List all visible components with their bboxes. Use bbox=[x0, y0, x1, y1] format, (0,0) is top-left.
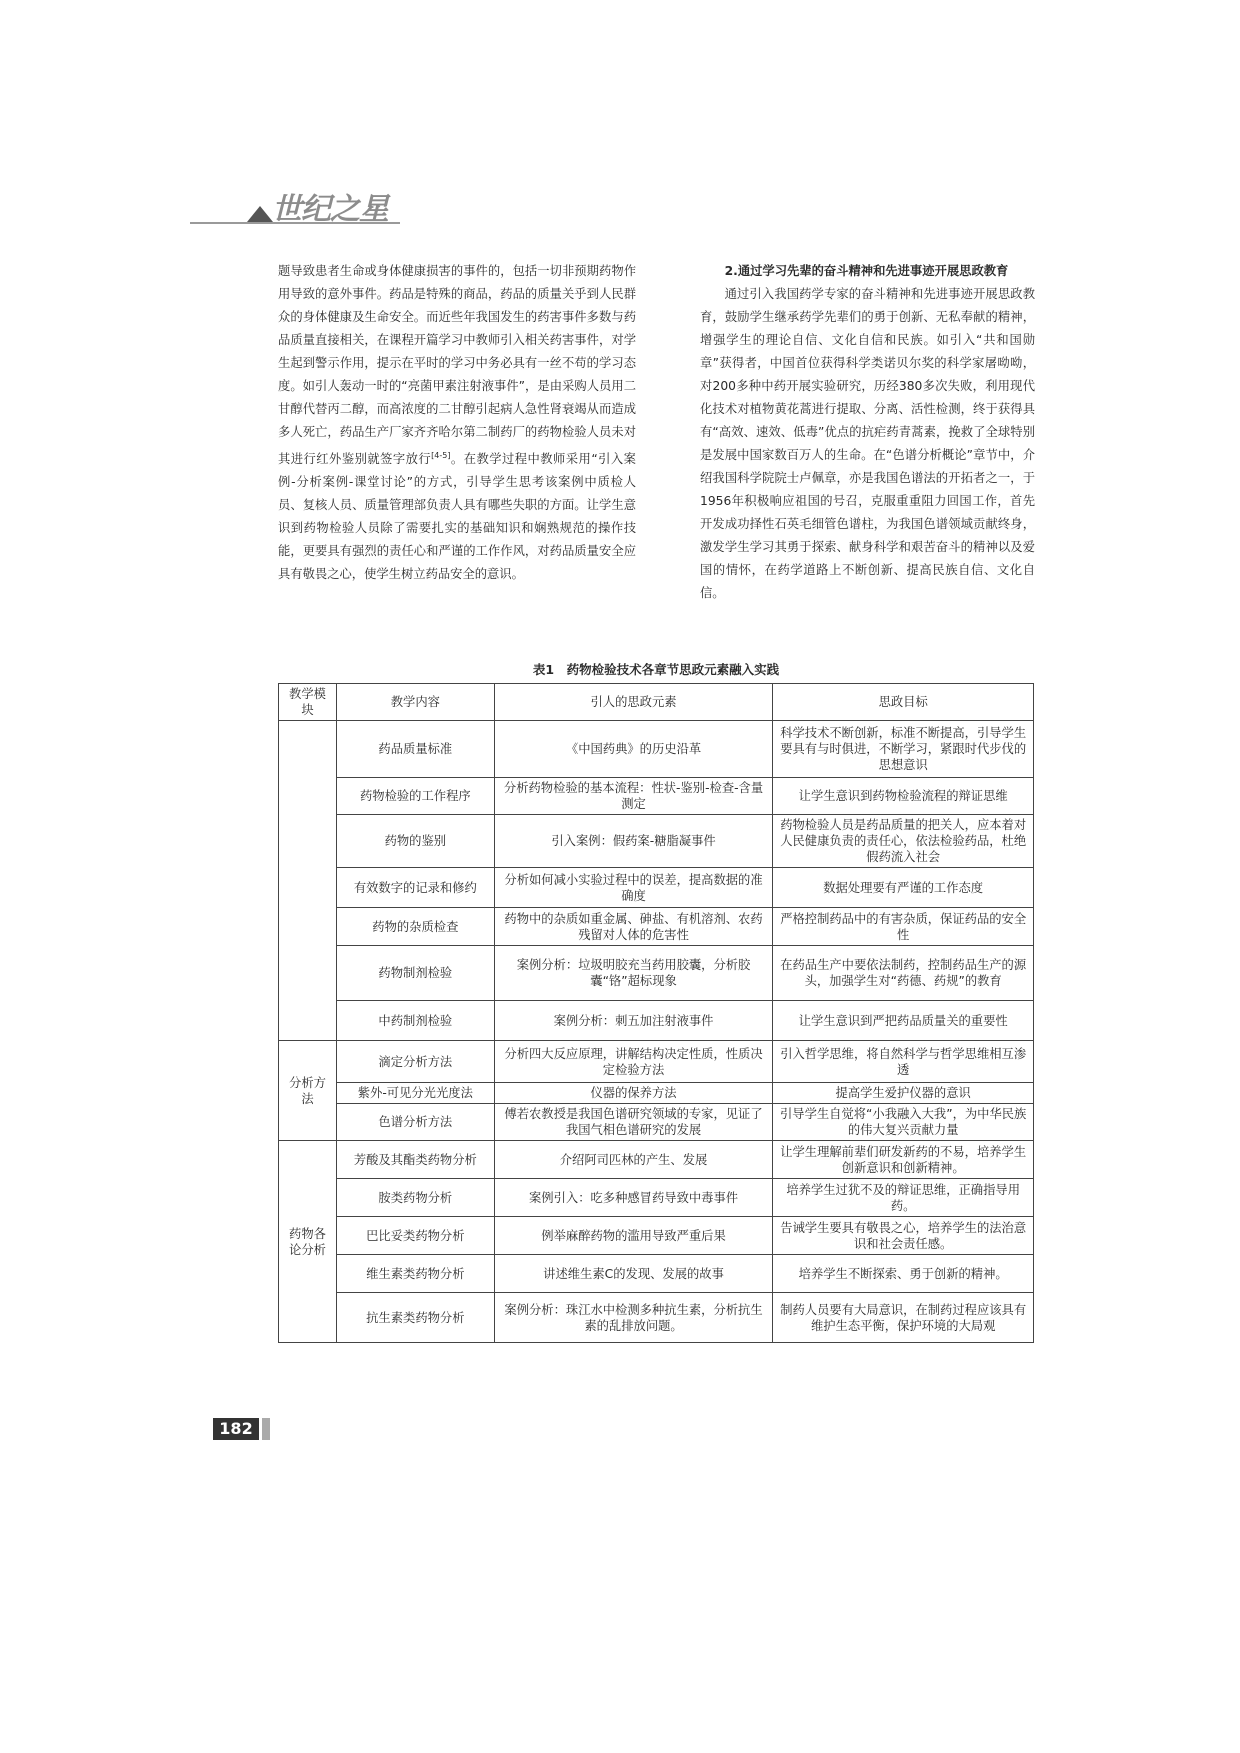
goal-cell: 培养学生不断探索、勇于创新的精神。 bbox=[773, 1255, 1034, 1293]
element-cell: 分析药物检验的基本流程：性状-鉴别-检查-含量测定 bbox=[494, 778, 773, 815]
content-cell: 滴定分析方法 bbox=[336, 1041, 494, 1083]
goal-cell: 数据处理要有严谨的工作态度 bbox=[773, 868, 1034, 908]
element-cell: 介绍阿司匹林的产生、发展 bbox=[494, 1141, 773, 1179]
goal-cell: 告诫学生要具有敬畏之心，培养学生的法治意识和社会责任感。 bbox=[773, 1217, 1034, 1255]
table-row bbox=[279, 1179, 1034, 1217]
header-content: 教学内容 bbox=[336, 684, 494, 721]
citation: [4-5] bbox=[431, 451, 451, 460]
element-cell: 案例引入：吃多种感冒药导致中毒事件 bbox=[494, 1179, 773, 1217]
header-module: 教学模块 bbox=[279, 684, 337, 721]
table-row bbox=[279, 1255, 1034, 1293]
table-row bbox=[279, 1141, 1034, 1179]
element-cell: 引入案例：假药案-糖脂凝事件 bbox=[494, 815, 773, 868]
content-cell: 色谱分析方法 bbox=[336, 1104, 494, 1141]
table-row bbox=[279, 868, 1034, 908]
left-paragraph: 题导致患者生命或身体健康损害的事件的，包括一切非预期药物作用导致的意外事件。药品是特殊的商品，药品的质量关乎到人民群众的身体健康及生命安全。而近些年我国发生的药害事件多数与药品质量直接相关，在课程开篇学习中教师引入相关药害事件，对学生起到警示作用，提示在平时的学习中务必具有一丝不苟的学习态度。如引人轰动一时的“亮菌甲素注射液事件”，是由采购人员用二甘醇代替丙二醇，而高浓度的二甘醇引起病人急性肾衰竭从而造成多人死亡，药品生产厂家齐齐哈尔第二制药厂的药物检验人员未对其进行红外鉴别就签字放行[4-5]。在教学过程中教师采用“引入案例-分析案例-课堂讨论”的方式，引导学生思考该案例中质检人员、复核人员、质量管理部负责人具有哪些失职的方面。让学生意识到药物检验人员除了需要扎实的基础知识和娴熟规范的操作技能，更要具有强烈的责任心和严谨的工作作风，对药品质量安全应具有敬畏之心，使学生树立药品安全的意识。 bbox=[278, 264, 636, 582]
content-cell: 中药制剂检验 bbox=[336, 1001, 494, 1041]
table-row bbox=[279, 946, 1034, 1001]
content-cell: 芳酸及其酯类药物分析 bbox=[336, 1141, 494, 1179]
header-goal: 思政目标 bbox=[773, 684, 1034, 721]
content-cell: 胺类药物分析 bbox=[336, 1179, 494, 1217]
table-row bbox=[279, 908, 1034, 946]
goal-cell: 让学生意识到药物检验流程的辩证思维 bbox=[773, 778, 1034, 815]
right-paragraph: 通过引入我国药学专家的奋斗精神和先进事迹开展思政教育，鼓励学生继承药学先辈们的勇于创新、无私奉献的精神，增强学生的理论自信、文化自信和民族。如引入“共和国勋章”获得者，中国首位获得科学类诺贝尔奖的科学家屠呦呦，对200多种中药开展实验研究，历经380多次失败，利用现代化技术对植物黄花蒿进行提取、分离、活性检测，终于获得具有“高效、速效、低毒”优点的抗疟药青蒿素，挽救了全球特别是发展中国家数百万人的生命。在“色谱分析概论”章节中，介绍我国科学院院士卢佩章，亦是我国色谱法的开拓者之一，于1956年积极响应祖国的号召，克服重重阻力回国工作，首先开发成功择性石英毛细管色谱柱，为我国色谱领域贡献终身，激发学生学习其勇于探索、献身科学和艰苦奋斗的精神以及爱国的情怀，在药学道路上不断创新、提高民族自信、文化自信。 bbox=[700, 287, 1035, 600]
content-cell: 维生素类药物分析 bbox=[336, 1255, 494, 1293]
module-cell bbox=[279, 721, 337, 1041]
module-cell: 药物各论分析 bbox=[279, 1141, 337, 1343]
header-triangle-icon bbox=[247, 206, 273, 222]
goal-cell: 药物检验人员是药品质量的把关人，应本着对人民健康负责的责任心，依法检验药品，杜绝假药流入社会 bbox=[773, 815, 1034, 868]
header-element: 引人的思政元素 bbox=[494, 684, 773, 721]
content-cell: 紫外-可见分光光度法 bbox=[336, 1083, 494, 1104]
content-cell: 抗生素类药物分析 bbox=[336, 1293, 494, 1343]
table-row bbox=[279, 1041, 1034, 1083]
table-row bbox=[279, 1083, 1034, 1104]
element-cell: 分析如何减小实验过程中的误差，提高数据的准确度 bbox=[494, 868, 773, 908]
element-cell: 案例分析：垃圾明胶充当药用胶囊，分析胶囊“铬”超标现象 bbox=[494, 946, 773, 1001]
goal-cell: 制药人员要有大局意识，在制药过程应该具有维护生态平衡，保护环境的大局观 bbox=[773, 1293, 1034, 1343]
table-row bbox=[279, 815, 1034, 868]
section-title: 世纪之星 bbox=[272, 192, 388, 227]
table-row bbox=[279, 1104, 1034, 1141]
content-cell: 药物检验的工作程序 bbox=[336, 778, 494, 815]
table-row bbox=[279, 778, 1034, 815]
element-cell: 案例分析：刺五加注射液事件 bbox=[494, 1001, 773, 1041]
table-row bbox=[279, 721, 1034, 778]
content-cell: 巴比妥类药物分析 bbox=[336, 1217, 494, 1255]
goal-cell: 科学技术不断创新，标准不断提高，引导学生要具有与时俱进，不断学习，紧跟时代步伐的思想意识 bbox=[773, 721, 1034, 778]
content-cell: 药物的鉴别 bbox=[336, 815, 494, 868]
table-row bbox=[279, 1217, 1034, 1255]
goal-cell: 让学生意识到严把药品质量关的重要性 bbox=[773, 1001, 1034, 1041]
content-cell: 药物制剂检验 bbox=[336, 946, 494, 1001]
goal-cell: 严格控制药品中的有害杂质，保证药品的安全性 bbox=[773, 908, 1034, 946]
element-cell: 傅若农教授是我国色谱研究领域的专家，见证了我国气相色谱研究的发展 bbox=[494, 1104, 773, 1141]
page-number-bar bbox=[262, 1418, 270, 1440]
element-cell: 药物中的杂质如重金属、砷盐、有机溶剂、农药残留对人体的危害性 bbox=[494, 908, 773, 946]
element-cell: 例举麻醉药物的滥用导致严重后果 bbox=[494, 1217, 773, 1255]
element-cell: 讲述维生素C的发现、发展的故事 bbox=[494, 1255, 773, 1293]
right-column bbox=[700, 260, 1035, 605]
goal-cell: 引入哲学思维，将自然科学与哲学思维相互渗透 bbox=[773, 1041, 1034, 1083]
goal-cell: 在药品生产中要依法制药，控制药品生产的源头，加强学生对“药德、药规”的教育 bbox=[773, 946, 1034, 1001]
content-cell: 有效数字的记录和修约 bbox=[336, 868, 494, 908]
table-caption: 表1 药物检验技术各章节思政元素融入实践 bbox=[532, 662, 780, 677]
element-cell: 《中国药典》的历史沿革 bbox=[494, 721, 773, 778]
content-cell: 药物的杂质检查 bbox=[336, 908, 494, 946]
element-cell: 仪器的保养方法 bbox=[494, 1083, 773, 1104]
goal-cell: 引导学生自觉将“小我融入大我”，为中华民族的伟大复兴贡献力量 bbox=[773, 1104, 1034, 1141]
table-header-row bbox=[279, 684, 1034, 721]
goal-cell: 让学生理解前辈们研发新药的不易，培养学生创新意识和创新精神。 bbox=[773, 1141, 1034, 1179]
goal-cell: 培养学生过犹不及的辩证思维，正确指导用药。 bbox=[773, 1179, 1034, 1217]
table-row bbox=[279, 1001, 1034, 1041]
left-column bbox=[278, 260, 636, 586]
table-row bbox=[279, 1293, 1034, 1343]
subheading: 2.通过学习先辈的奋斗精神和先进事迹开展思政教育 bbox=[724, 264, 1009, 278]
ideology-table bbox=[278, 683, 1034, 1343]
page-number: 182 bbox=[213, 1418, 259, 1440]
goal-cell: 提高学生爱护仪器的意识 bbox=[773, 1083, 1034, 1104]
element-cell: 分析四大反应原理，讲解结构决定性质，性质决定检验方法 bbox=[494, 1041, 773, 1083]
module-cell: 分析方法 bbox=[279, 1041, 337, 1141]
element-cell: 案例分析：珠江水中检测多种抗生素，分析抗生素的乱排放问题。 bbox=[494, 1293, 773, 1343]
content-cell: 药品质量标准 bbox=[336, 721, 494, 778]
